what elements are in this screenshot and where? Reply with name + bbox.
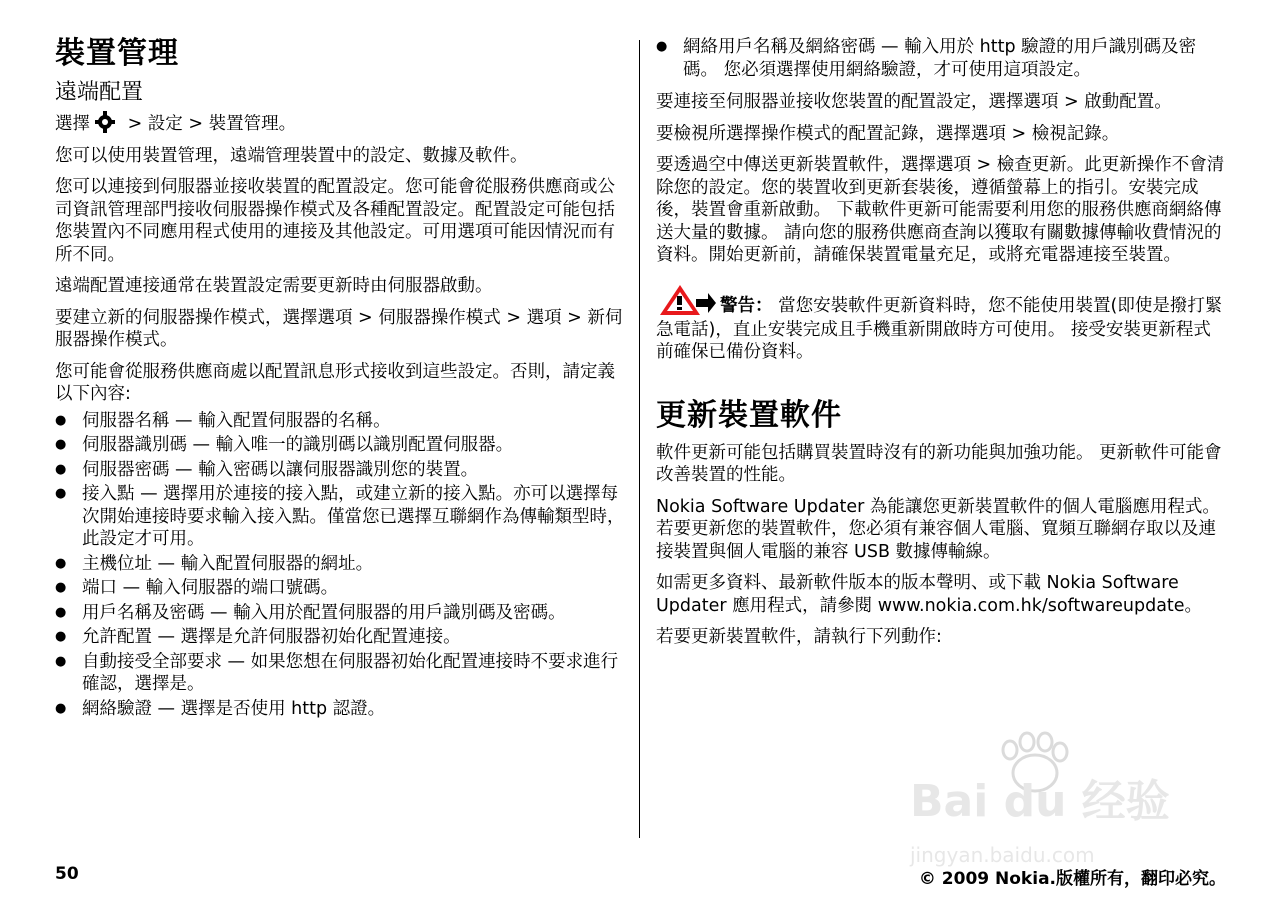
paragraph: 要建立新的伺服器操作模式，選擇選項 > 伺服器操作模式 > 選項 > 新伺服器操作模式。: [55, 307, 623, 350]
left-column: [55, 36, 627, 722]
section-title: 更新裝置軟件: [656, 397, 842, 433]
paragraph: 若要更新裝置軟件，請執行下列動作:: [656, 627, 942, 647]
paragraph: 如需更多資料、最新軟件版本的版本聲明、或下載 Nokia Software Updater 應用程式，請參閱 www.nokia.com.hk/softwareupdate。: [656, 573, 1203, 616]
paragraph: 您可能會從服務供應商處以配置訊息形式接收到這些設定。否則，請定義以下內容:: [55, 361, 615, 404]
paragraph: 要連接至伺服器並接收您裝置的配置設定，選擇選項 > 啟動配置。: [656, 92, 1172, 112]
paragraph: 您可以連接到伺服器並接收裝置的配置設定。您可能會從服務供應商或公司資訊管理部門接收伺服器操作模式及各種配置設定。配置設定可能包括您裝置內不同應用程式使用的連接及其他設定。可用選項可能因情況而有所不同。: [55, 177, 615, 265]
list-item: ● 主機位址 — 輸入配置伺服器的網址。: [55, 553, 627, 576]
warning-label: 警告：: [720, 295, 773, 316]
select-path: [55, 109, 627, 136]
paragraph: 要檢視所選擇操作模式的配置記錄，選擇選項 > 檢視記錄。: [656, 123, 1120, 144]
paragraph: 要透過空中傳送更新裝置軟件，選擇選項 > 檢查更新。此更新操作不會清除您的設定。您的裝置收到更新套裝後，遵循螢幕上的指引。安裝完成後，裝置會重新啟動。 下載軟件更新可能需要利用您的服務供應商網絡傳送大量的數據。 請向您的服務供應商查詢以獲取有關數據傳輸收費情況的資料。開始更新前，請確保裝置電量充足，或將充電器連接至裝置。: [656, 155, 1225, 265]
select-path-text: > 設定 > 裝置管理。: [122, 114, 297, 134]
settings-list: [55, 410, 627, 721]
list-item: ● 伺服器名稱 — 輸入配置伺服器的名稱。: [55, 410, 627, 433]
watermark-url: jingyan.baidu.com: [910, 843, 1095, 867]
section-subtitle: 遠端配置: [55, 80, 144, 105]
warning-text: 當您安裝軟件更新資料時，您不能使用裝置(即使是撥打緊急電話)，直止安裝完成且手機重新開啟時方可使用。 接受安裝更新程式前確保已備份資料。: [656, 295, 1223, 362]
column-divider: [639, 40, 640, 838]
baidu-watermark-logo: [900, 728, 1200, 878]
settings-list-continued: [656, 36, 1228, 81]
list-item: ● 接入點 — 選擇用於連接的接入點，或建立新的接入點。亦可以選擇每次開始連接時要求輸入接入點。僅當您已選擇互聯網作為傳輸類型時，此設定才可用。: [55, 483, 627, 551]
list-item: ● 網絡驗證 — 選擇是否使用 http 認證。: [55, 698, 627, 721]
warning-icon: [656, 281, 716, 319]
watermark-brand: Bai du 经验: [910, 776, 1170, 827]
settings-gear-icon: [94, 109, 116, 135]
paragraph: 遠端配置連接通常在裝置設定需要更新時由伺服器啟動。: [55, 276, 493, 296]
paragraph: 您可以使用裝置管理，遠端管理裝置中的設定、數據及軟件。: [55, 145, 528, 166]
list-item: ● 允許配置 — 選擇是允許伺服器初始化配置連接。: [55, 626, 627, 649]
list-item: ● 伺服器密碼 — 輸入密碼以讓伺服器識別您的裝置。: [55, 459, 627, 482]
list-item: ● 自動接受全部要求 — 如果您想在伺服器初始化配置連接時不要求進行確認，選擇是。: [55, 651, 627, 696]
warning-note: [656, 281, 1228, 364]
list-item: ● 網絡用戶名稱及網絡密碼 — 輸入用於 http 驗證的用戶識別碼及密碼。 您必須選擇使用網絡驗證，才可使用這項設定。: [656, 36, 1228, 81]
right-column: [656, 36, 1228, 658]
list-item: ● 端口 — 輸入伺服器的端口號碼。: [55, 577, 627, 600]
list-item: ● 伺服器識別碼 — 輸入唯一的識別碼以識別配置伺服器。: [55, 434, 627, 457]
paragraph: Nokia Software Updater 為能讓您更新裝置軟件的個人電腦應用程式。 若要更新您的裝置軟件，您必須有兼容個人電腦、寬頻互聯網存取以及連接裝置與個人電腦的兼容 USB 數據傳輸線。: [656, 496, 1220, 562]
paragraph: 軟件更新可能包括購買裝置時沒有的新功能與加強功能。 更新軟件可能會改善裝置的性能。: [656, 442, 1222, 485]
copyright-notice: © 2009 Nokia.版權所有，翻印必究。: [918, 869, 1226, 889]
page-title: 裝置管理: [55, 36, 179, 71]
select-prefix: 選擇: [55, 114, 90, 134]
page-number: 50: [55, 864, 79, 884]
list-item: ● 用戶名稱及密碼 — 輸入用於配置伺服器的用戶識別碼及密碼。: [55, 602, 627, 625]
